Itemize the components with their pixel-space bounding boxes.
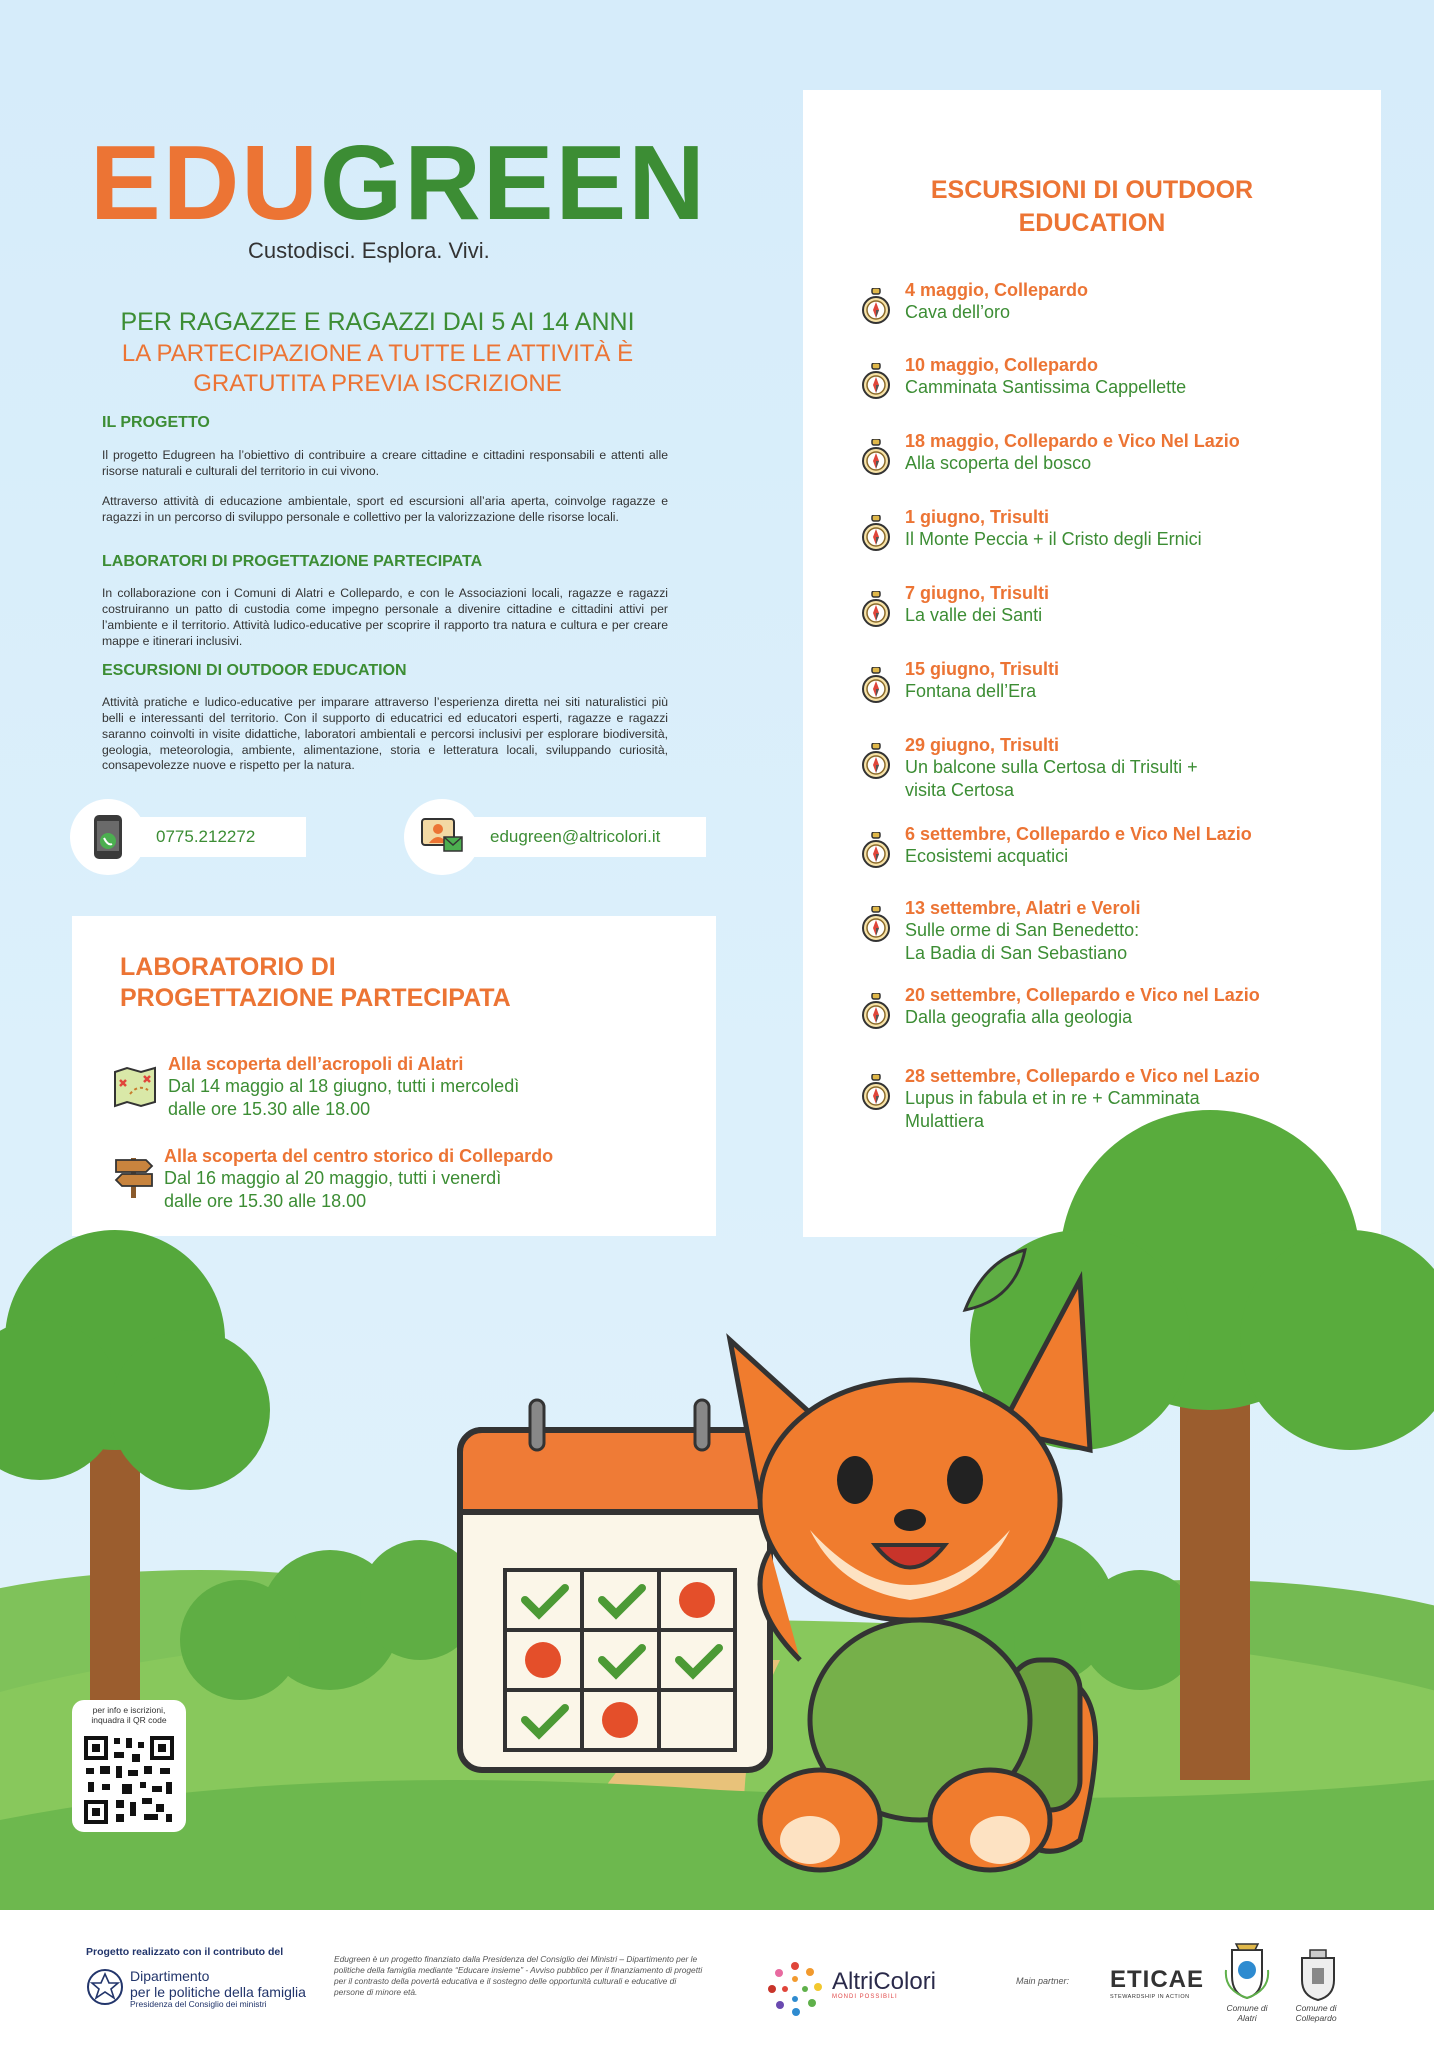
department-logo-text: Dipartimento per le politiche della famiglia Presidenza del Consiglio dei ministri: [130, 1968, 306, 2010]
compass-icon: [861, 583, 905, 634]
excursion-date-place: 4 maggio, Collepardo: [905, 280, 1089, 300]
alatri-crest-icon: [1222, 1940, 1272, 2002]
qr-caption: per info e iscrizioni, inquadra il QR code: [91, 1705, 167, 1725]
excursion-description: Alla scoperta del bosco: [905, 453, 1092, 473]
excursion-item: [861, 507, 1202, 558]
compass-icon: [861, 507, 905, 558]
excursion-date-place: 1 giugno, Trisulti: [905, 507, 1049, 527]
altricolori-logo: AltriColori MONDI POSSIBILI: [832, 1968, 937, 2000]
excursion-date-place: 28 settembre, Collepardo e Vico nel Lazio: [905, 1066, 1260, 1086]
collepardo-crest-icon: [1296, 1946, 1340, 2002]
excursion-item: [861, 431, 1240, 482]
lab-title: LABORATORIO DI PROGETTAZIONE PARTECIPATA: [120, 953, 511, 1013]
italian-emblem-icon: [86, 1968, 124, 2006]
funding-info: Edugreen è un progetto finanziato dalla Presidenza del Consiglio dei Ministri – Dipartimento per le politiche della famiglia mediante “Educare insieme” - Avviso pubblico per il finanziamento di progetti per il contrasto della povertà educativa e il sostegno delle opportunità culturali e educative di persone di minore età.: [334, 1954, 703, 1997]
target-audience: [70, 308, 685, 399]
excursion-item: [861, 659, 1059, 710]
altricolori-dots-logo-icon: [766, 1960, 824, 2018]
lab-item-title: Alla scoperta del centro storico di Collepardo: [164, 1146, 554, 1166]
qr-code-card[interactable]: [72, 1700, 186, 1832]
compass-icon: [861, 280, 905, 331]
excursion-date-place: 13 settembre, Alatri e Veroli: [905, 898, 1141, 918]
excursion-date-place: 6 settembre, Collepardo e Vico Nel Lazio: [905, 824, 1252, 844]
excursion-date-place: 20 settembre, Collepardo e Vico nel Lazio: [905, 985, 1260, 1005]
excursion-description: Ecosistemi acquatici: [905, 846, 1069, 866]
comune-collepardo-label: Comune di Collepardo: [1295, 2003, 1337, 2023]
excursion-description: Il Monte Peccia + il Cristo degli Ernici: [905, 529, 1202, 549]
progetto-paragraph-1: Il progetto Edugreen ha l’obiettivo di contribuire a creare cittadine e cittadini responsabili e attenti alle risorse naturali e culturali del territorio in cui vivono.: [102, 448, 668, 478]
excursion-item: [861, 583, 1049, 634]
compass-icon: [861, 985, 905, 1036]
lab-item-title: Alla scoperta dell’acropoli di Alatri: [168, 1054, 464, 1074]
excursion-date-place: 29 giugno, Trisulti: [905, 735, 1060, 755]
excursion-description: Dalla geografia alla geologia: [905, 1007, 1133, 1027]
compass-icon: [861, 735, 905, 801]
excursion-description: Lupus in fabula et in re + Camminata Mulattiera: [905, 1088, 1200, 1131]
footer: [0, 1910, 1434, 2048]
excursion-description: Un balcone sulla Certosa di Trisulti + visita Certosa: [905, 757, 1198, 800]
excursions-panel: [803, 90, 1381, 1237]
progetto-paragraph-2: Attraverso attività di educazione ambientale, sport ed escursioni all’aria aperta, coinvolge ragazze e ragazzi in un percorso di sviluppo personale e collettivo per la valorizzazione delle risorse locali.: [102, 494, 668, 524]
footer-contribution-label: Progetto realizzato con il contributo del: [86, 1946, 284, 1958]
excursion-item: [861, 985, 1260, 1036]
excursion-description: La valle dei Santi: [905, 605, 1043, 625]
excursion-description: Cava dell’oro: [905, 302, 1011, 322]
email-address[interactable]: edugreen@altricolori.it: [460, 817, 706, 857]
main-partner-label: Main partner:: [1016, 1976, 1070, 1986]
section-heading-laboratori: LABORATORI DI PROGETTAZIONE PARTECIPATA: [102, 553, 483, 570]
excursion-description: Fontana dell’Era: [905, 681, 1037, 701]
calendar-illustration: [460, 1400, 770, 1770]
compass-icon: [861, 824, 905, 875]
edugreen-logo: EDUGREEN: [90, 124, 707, 242]
excursion-date-place: 15 giugno, Trisulti: [905, 659, 1060, 679]
email-contact[interactable]: [404, 813, 706, 861]
compass-icon: [861, 898, 905, 964]
excursion-date-place: 18 maggio, Collepardo e Vico Nel Lazio: [905, 431, 1240, 451]
excursion-description: Camminata Santissima Cappellette: [905, 377, 1187, 397]
excursion-item: [861, 898, 1140, 964]
lab-item-hours: dalle ore 15.30 alle 18.00: [168, 1098, 371, 1119]
excursion-item: [861, 824, 1252, 875]
excursion-date-place: 7 giugno, Trisulti: [905, 583, 1049, 603]
tagline: Custodisci. Esplora. Vivi.: [248, 238, 490, 263]
excursion-item: [861, 280, 1088, 331]
lab-item-dates: Dal 16 maggio al 20 maggio, tutti i venerdì: [164, 1168, 502, 1188]
laboratori-paragraph: In collaborazione con i Comuni di Alatri e Collepardo, e con le Associazioni locali, ragazze e ragazzi costruiranno un patto di custodia come impegno personale a divenire cittadine e cittadini attivi per l’ambiente e il territorio. Attività ludico-educative per scoprire il rapporto tra natura e cultura e per creare mappe e itinerari inclusivi.: [102, 586, 668, 648]
phone-contact[interactable]: [70, 813, 306, 861]
phone-icon: [70, 799, 146, 875]
section-heading-progetto: IL PROGETTO: [102, 414, 210, 431]
excursions-title: ESCURSIONI DI OUTDOOR EDUCATION: [930, 176, 1254, 237]
section-heading-escursioni: ESCURSIONI DI OUTDOOR EDUCATION: [102, 662, 407, 679]
phone-number[interactable]: 0775.212272: [126, 817, 306, 857]
free-participation-line: LA PARTECIPAZIONE A TUTTE LE ATTIVITÀ È GRATUTITA PREVIA ISCRIZIONE: [121, 340, 634, 397]
compass-icon: [861, 431, 905, 482]
qr-code-icon: [82, 1734, 176, 1826]
comune-alatri-label: Comune di Alatri: [1226, 2003, 1268, 2023]
escursioni-paragraph: Attività pratiche e ludico-educative per imparare attraverso l’esperienza diretta nei siti naturalistici più belli e interessanti del territorio. Con il supporto di educatrici ed educatori esperti, ragazze e ragazzi saranno coinvolti in visite didattiche, laboratori ambientali e percorsi inclusivi per esplorare biodiversità, geologia, meteorologia, ambiente, alimentazione, storia e letteratura locali, sviluppando curiosità, consapevolezze nuove e rispetto per la natura.: [102, 695, 668, 773]
excursion-item: [861, 735, 1198, 801]
excursion-item: [861, 355, 1186, 406]
compass-icon: [861, 355, 905, 406]
lab-item-dates: Dal 14 maggio al 18 giugno, tutti i mercoledì: [168, 1076, 520, 1096]
lab-item-hours: dalle ore 15.30 alle 18.00: [164, 1190, 367, 1211]
age-range-line: PER RAGAZZE E RAGAZZI DAI 5 AI 14 ANNI: [120, 308, 635, 336]
excursion-date-place: 10 maggio, Collepardo: [905, 355, 1099, 375]
illustration-scene: [0, 1100, 1434, 1910]
eticae-logo: ETICAE STEWARDSHIP IN ACTION: [1110, 1966, 1205, 2000]
excursion-description: Sulle orme di San Benedetto: La Badia di San Sebastiano: [905, 920, 1140, 963]
compass-icon: [861, 659, 905, 710]
email-icon: [404, 799, 480, 875]
